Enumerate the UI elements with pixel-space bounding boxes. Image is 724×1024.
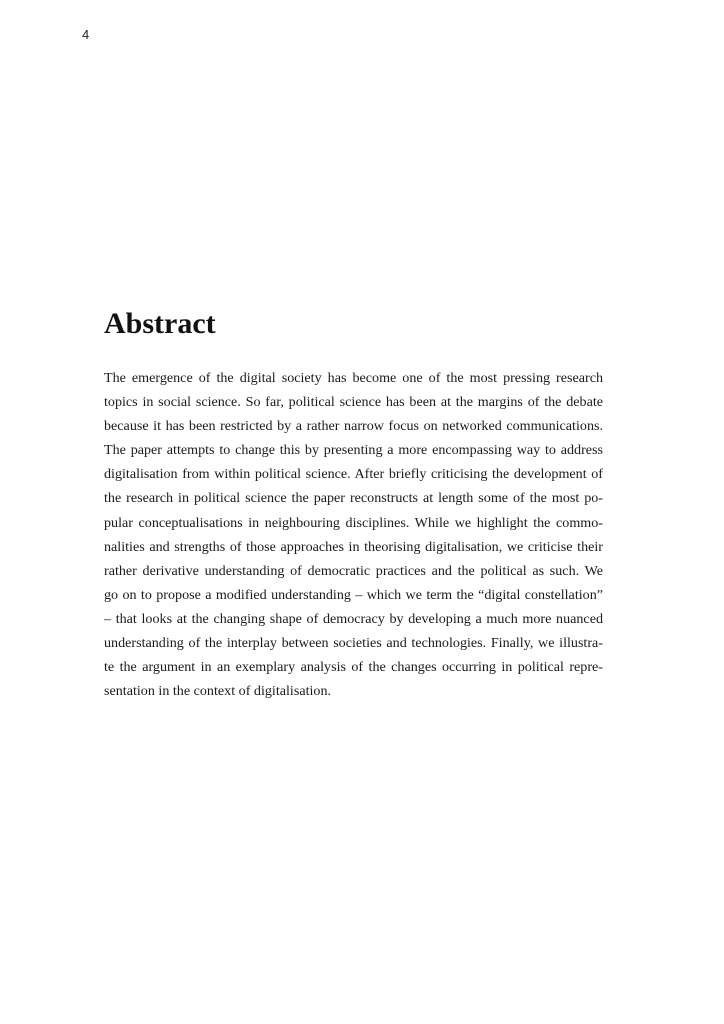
abstract-line: digitalisation from within political science. After briefly criticising the development of <box>104 466 603 483</box>
abstract-line: the research in political science the paper reconstructs at length some of the most po- <box>104 490 603 507</box>
abstract-line: nalities and strengths of those approaches in theorising digitalisation, we criticise their <box>104 538 603 555</box>
abstract-line: topics in social science. So far, political science has been at the margins of the debate <box>104 394 603 411</box>
abstract-body <box>104 366 603 703</box>
abstract-section <box>104 305 603 703</box>
abstract-line: The paper attempts to change this by presenting a more encompassing way to address <box>104 442 603 459</box>
abstract-line: go on to propose a modified understanding – which we term the “digital constellation” <box>104 586 603 603</box>
abstract-line: pular conceptualisations in neighbouring disciplines. While we highlight the commo- <box>104 514 603 531</box>
abstract-line: te the argument in an exemplary analysis of the changes occurring in political repre- <box>104 659 603 676</box>
abstract-line: sentation in the context of digitalisation. <box>104 683 332 700</box>
abstract-line: – that looks at the changing shape of democracy by developing a much more nuanced <box>104 610 603 627</box>
abstract-line: rather derivative understanding of democratic practices and the political as such. We <box>104 562 603 579</box>
abstract-line: because it has been restricted by a rather narrow focus on networked communications. <box>104 418 603 435</box>
abstract-line: The emergence of the digital society has become one of the most pressing research <box>104 370 603 386</box>
abstract-line: understanding of the interplay between societies and technologies. Finally, we illustra- <box>104 635 603 652</box>
abstract-heading: Abstract <box>104 307 216 340</box>
page-number: 4 <box>82 27 90 42</box>
